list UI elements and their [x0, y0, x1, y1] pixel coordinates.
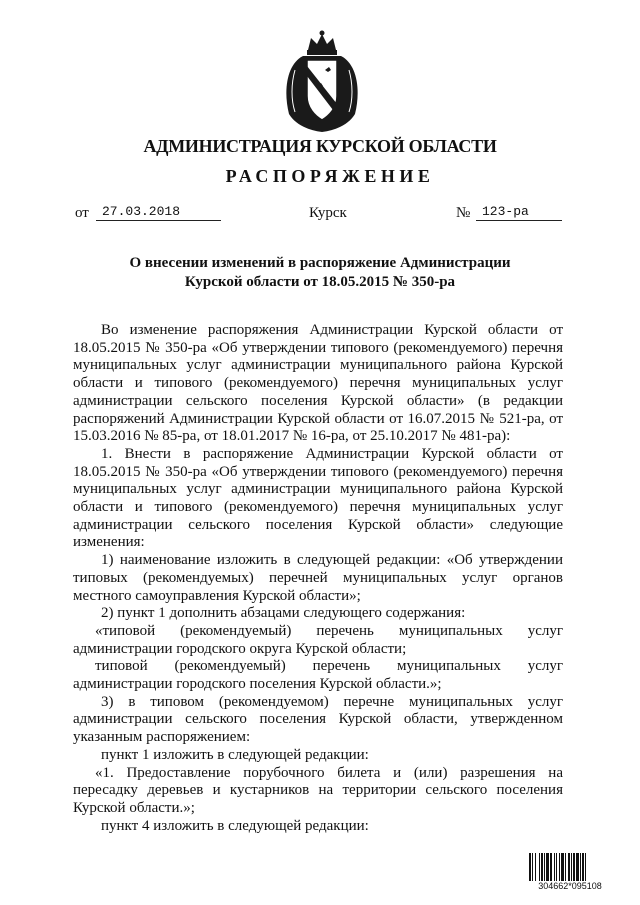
paragraph-preamble: Во изменение распоряжения Администрации Курской области от 18.05.2015 № 350-ра «Об утверждении типового (рекомендуемого) перечня муниципальных услуг администрации муниципального района Курской области и типового (рекомендуемого) перечня муниципальных услуг администрации сельского поселения Курской области» (в редакции распоряжений Администрации Курской области от 16.07.2015 № 521-ра, от 15.03.2016 № 85-ра, от 18.01.2017 № 16-ра, от 25.10.2017 № 481-ра): — [73, 322, 563, 445]
title-line-1: О внесении изменений в распоряжение Администрации — [129, 255, 511, 271]
document-title — [0, 254, 640, 292]
coat-of-arms-icon — [281, 30, 363, 134]
document-number: 123-ра — [476, 203, 562, 221]
paragraph-quote-1: «типовой (рекомендуемый) перечень муниципальных услуг администрации городского округа Курской области; — [73, 622, 563, 657]
paragraph-point-1-text: «1. Предоставление порубочного билета и (или) разрешения на пересадку деревьев и кустарников на территории сельского поселения Курской области.»; — [73, 764, 563, 816]
paragraph-point-4-heading: пункт 4 изложить в следующей редакции: — [101, 817, 369, 834]
document-type: РАСПОРЯЖЕНИЕ — [225, 166, 435, 186]
city-name: Курск — [309, 205, 347, 221]
paragraph-point-1-heading: пункт 1 изложить в следующей редакции: — [101, 746, 369, 763]
paragraph-item-1: 1. Внести в распоряжение Администрации Курской области от 18.05.2015 № 350-ра «Об утверждении типового (рекомендуемого) перечня муниципальных услуг администрации муниципального района Курской области и типового (рекомендуемого) перечня муниципальных услуг администрации сельского поселения Курской области» следующие изменения: — [73, 445, 563, 551]
title-line-2: Курской области от 18.05.2015 № 350-ра — [184, 274, 456, 290]
paragraph-quote-2: типовой (рекомендуемый) перечень муниципальных услуг администрации городского поселения Курской области.»; — [73, 658, 563, 693]
paragraph-subitem-3: 3) в типовом (рекомендуемом) перечне муниципальных услуг администрации сельского поселения Курской области, утвержденном указанным распоряжением: — [73, 693, 563, 746]
organization-name: АДМИНИСТРАЦИЯ КУРСКОЙ ОБЛАСТИ — [143, 136, 497, 156]
document-body — [73, 322, 563, 835]
paragraph-subitem-2: 2) пункт 1 дополнить абзацами следующего содержания: — [101, 605, 466, 622]
number-label: № — [456, 205, 471, 221]
paragraph-subitem-1: 1) наименование изложить в следующей редакции: «Об утверждении типовых (рекомендуемых) перечней муниципальных услуг органов местного самоуправления Курской области»; — [73, 552, 563, 604]
document-date: 27.03.2018 — [96, 203, 221, 221]
document-meta — [0, 203, 640, 225]
barcode-number: 304662*095108 — [527, 881, 613, 891]
date-label: от — [75, 205, 89, 221]
